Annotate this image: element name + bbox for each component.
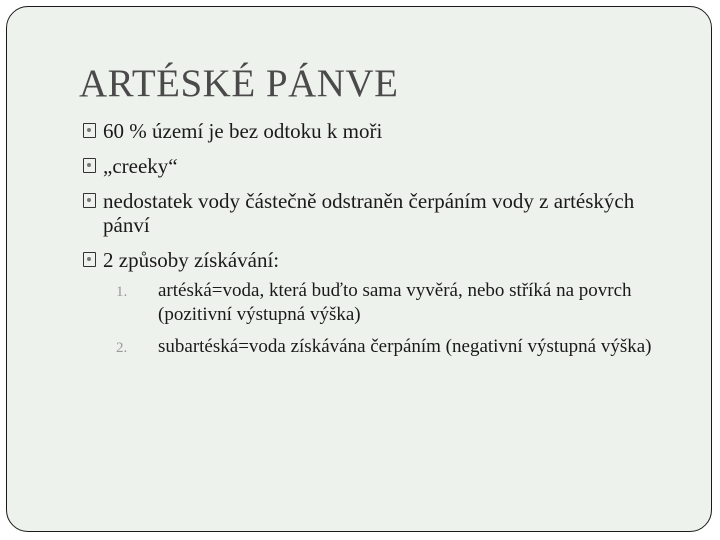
- bullet-item: [83, 248, 683, 272]
- slide-title: ARTÉSKÉ PÁNVE: [79, 62, 399, 105]
- item-text: artéská=voda, která buďto sama vyvěrá, nebo stříká na povrch (pozitivní výstupná výška): [158, 280, 632, 325]
- bullet-text: „creeky“: [103, 154, 178, 178]
- bullet-text: 60 % území je bez odtoku k moři: [103, 119, 383, 143]
- bullet-list: [83, 119, 683, 367]
- bullet-item: [83, 119, 683, 143]
- bullet-item: [83, 189, 663, 237]
- square-bullet-icon: [83, 158, 96, 173]
- item-text: subartéská=voda získávána čerpáním (negativní výstupná výška): [158, 336, 652, 357]
- item-number: 2.: [116, 340, 128, 356]
- slide: [6, 6, 712, 532]
- item-number: 1.: [116, 284, 128, 300]
- square-bullet-icon: [83, 252, 96, 267]
- numbered-sublist: [116, 279, 676, 359]
- square-bullet-icon: [83, 123, 96, 138]
- numbered-item: [116, 279, 676, 327]
- bullet-text: 2 způsoby získávání:: [103, 248, 280, 272]
- bullet-text: nedostatek vody částečně odstraněn čerpáním vody z artéských pánví: [103, 189, 635, 237]
- bullet-item: [83, 154, 683, 178]
- numbered-item: [116, 335, 676, 359]
- square-bullet-icon: [83, 193, 96, 208]
